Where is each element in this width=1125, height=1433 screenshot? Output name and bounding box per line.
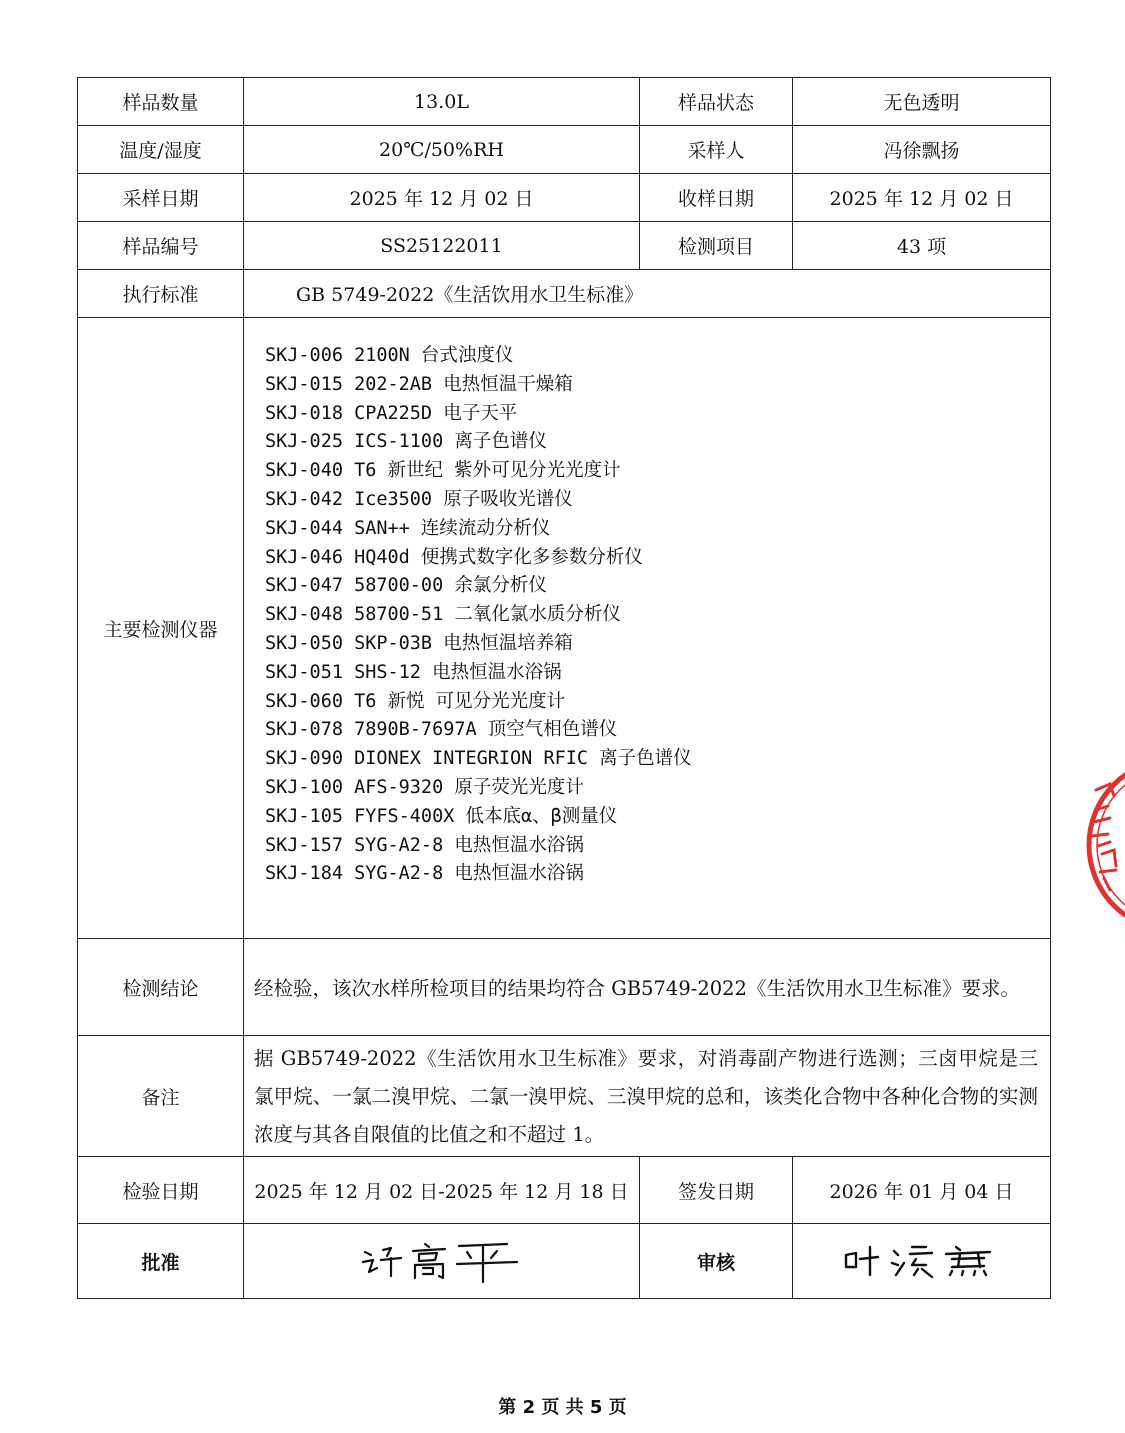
value-temp: 20℃/50%RH <box>244 126 640 174</box>
label-instruments: 主要检测仪器 <box>78 318 244 939</box>
reviewer-signature <box>793 1224 1051 1299</box>
instrument-item: SKJ-006 2100N 台式浊度仪 <box>265 345 514 366</box>
label-receive-date: 收样日期 <box>640 174 793 222</box>
report-table <box>77 77 1051 1299</box>
label-state: 样品状态 <box>640 78 793 126</box>
instrument-item: SKJ-044 SAN++ 连续流动分析仪 <box>265 517 551 539</box>
label-conclusion: 检测结论 <box>78 939 244 1036</box>
value-items: 43 项 <box>793 222 1051 270</box>
official-seal <box>1080 750 1125 940</box>
instrument-item: SKJ-078 7890B-7697A 顶空气相色谱仪 <box>265 719 618 741</box>
instrument-item: SKJ-018 CPA225D 电子天平 <box>265 402 518 424</box>
instrument-item: SKJ-015 202-2AB 电热恒温干燥箱 <box>265 373 573 395</box>
instrument-item: SKJ-184 SYG-A2-8 电热恒温水浴锅 <box>265 863 584 885</box>
instrument-item: SKJ-051 SHS-12 电热恒温水浴锅 <box>265 661 562 683</box>
approver-signature <box>244 1224 640 1299</box>
instrument-list <box>244 318 1050 914</box>
conclusion-cell <box>244 939 1051 1036</box>
instrument-item: SKJ-100 AFS-9320 原子荧光光度计 <box>265 776 584 798</box>
row-approval <box>78 1224 1051 1299</box>
instrument-item: SKJ-040 T6 新世纪 紫外可见分光光度计 <box>265 460 621 482</box>
instrument-item: SKJ-060 T6 新悦 可见分光光度计 <box>265 690 566 712</box>
value-standard: GB 5749-2022《生活饮用水卫生标准》 <box>296 284 644 306</box>
approver-signature-image <box>357 1238 527 1284</box>
value-sample-no: SS25122011 <box>244 222 640 270</box>
value-receive-date: 2025 年 12 月 02 日 <box>793 174 1051 222</box>
instrument-item: SKJ-050 SKP-03B 电热恒温培养箱 <box>265 632 573 654</box>
value-standard-cell <box>244 270 1051 318</box>
row-remarks <box>78 1036 1051 1157</box>
label-standard: 执行标准 <box>78 270 244 318</box>
row-standard <box>78 270 1051 318</box>
instrument-item: SKJ-047 58700-00 余氯分析仪 <box>265 575 547 597</box>
label-review: 审核 <box>640 1224 793 1299</box>
instrument-item: SKJ-025 ICS-1100 离子色谱仪 <box>265 431 547 453</box>
label-quantity: 样品数量 <box>78 78 244 126</box>
remarks-cell <box>244 1036 1051 1157</box>
label-sampling-date: 采样日期 <box>78 174 244 222</box>
row-conclusion <box>78 939 1051 1036</box>
label-approve: 批准 <box>78 1224 244 1299</box>
row-temp <box>78 126 1051 174</box>
label-issue-date: 签发日期 <box>640 1157 793 1224</box>
label-sampler: 采样人 <box>640 126 793 174</box>
label-temp: 温度/湿度 <box>78 126 244 174</box>
value-sampling-date: 2025 年 12 月 02 日 <box>244 174 640 222</box>
label-items: 检测项目 <box>640 222 793 270</box>
row-dates <box>78 174 1051 222</box>
reviewer-signature-image <box>842 1241 1002 1281</box>
value-state: 无色透明 <box>793 78 1051 126</box>
label-inspection-date: 检验日期 <box>78 1157 244 1224</box>
instrument-item: SKJ-042 Ice3500 原子吸收光谱仪 <box>265 488 573 510</box>
value-sampler: 冯徐飘扬 <box>793 126 1051 174</box>
instruments-cell <box>244 318 1051 939</box>
row-instruments <box>78 318 1051 939</box>
conclusion-text: 经检验，该次水样所检项目的结果均符合 GB5749-2022《生活饮用水卫生标准》要求。 <box>254 977 1020 1000</box>
instrument-item: SKJ-048 58700-51 二氧化氯水质分析仪 <box>265 604 621 626</box>
value-quantity: 13.0L <box>244 78 640 126</box>
row-sample-no <box>78 222 1051 270</box>
value-issue-date: 2026 年 01 月 04 日 <box>793 1157 1051 1224</box>
label-remarks: 备注 <box>78 1036 244 1157</box>
instrument-item: SKJ-157 SYG-A2-8 电热恒温水浴锅 <box>265 834 584 856</box>
instrument-item: SKJ-046 HQ40d 便携式数字化多参数分析仪 <box>265 546 643 568</box>
row-quantity <box>78 78 1051 126</box>
value-inspection-date: 2025 年 12 月 02 日-2025 年 12 月 18 日 <box>244 1157 640 1224</box>
page-number: 第 2 页 共 5 页 <box>498 1397 627 1418</box>
instrument-item: SKJ-105 FYFS-400X 低本底α、β测量仪 <box>265 805 618 827</box>
row-inspection <box>78 1157 1051 1224</box>
instrument-item: SKJ-090 DIONEX INTEGRION RFIC 离子色谱仪 <box>265 748 692 770</box>
label-sample-no: 样品编号 <box>78 222 244 270</box>
remarks-text: 据 GB5749-2022《生活饮用水卫生标准》要求，对消毒副产物进行选测；三卤甲烷是三氯甲烷、一氯二溴甲烷、二氯一溴甲烷、三溴甲烷的总和，该类化合物中各种化合物的实测浓度与其各自限值的比值之和不超过 1。 <box>254 1047 1038 1146</box>
